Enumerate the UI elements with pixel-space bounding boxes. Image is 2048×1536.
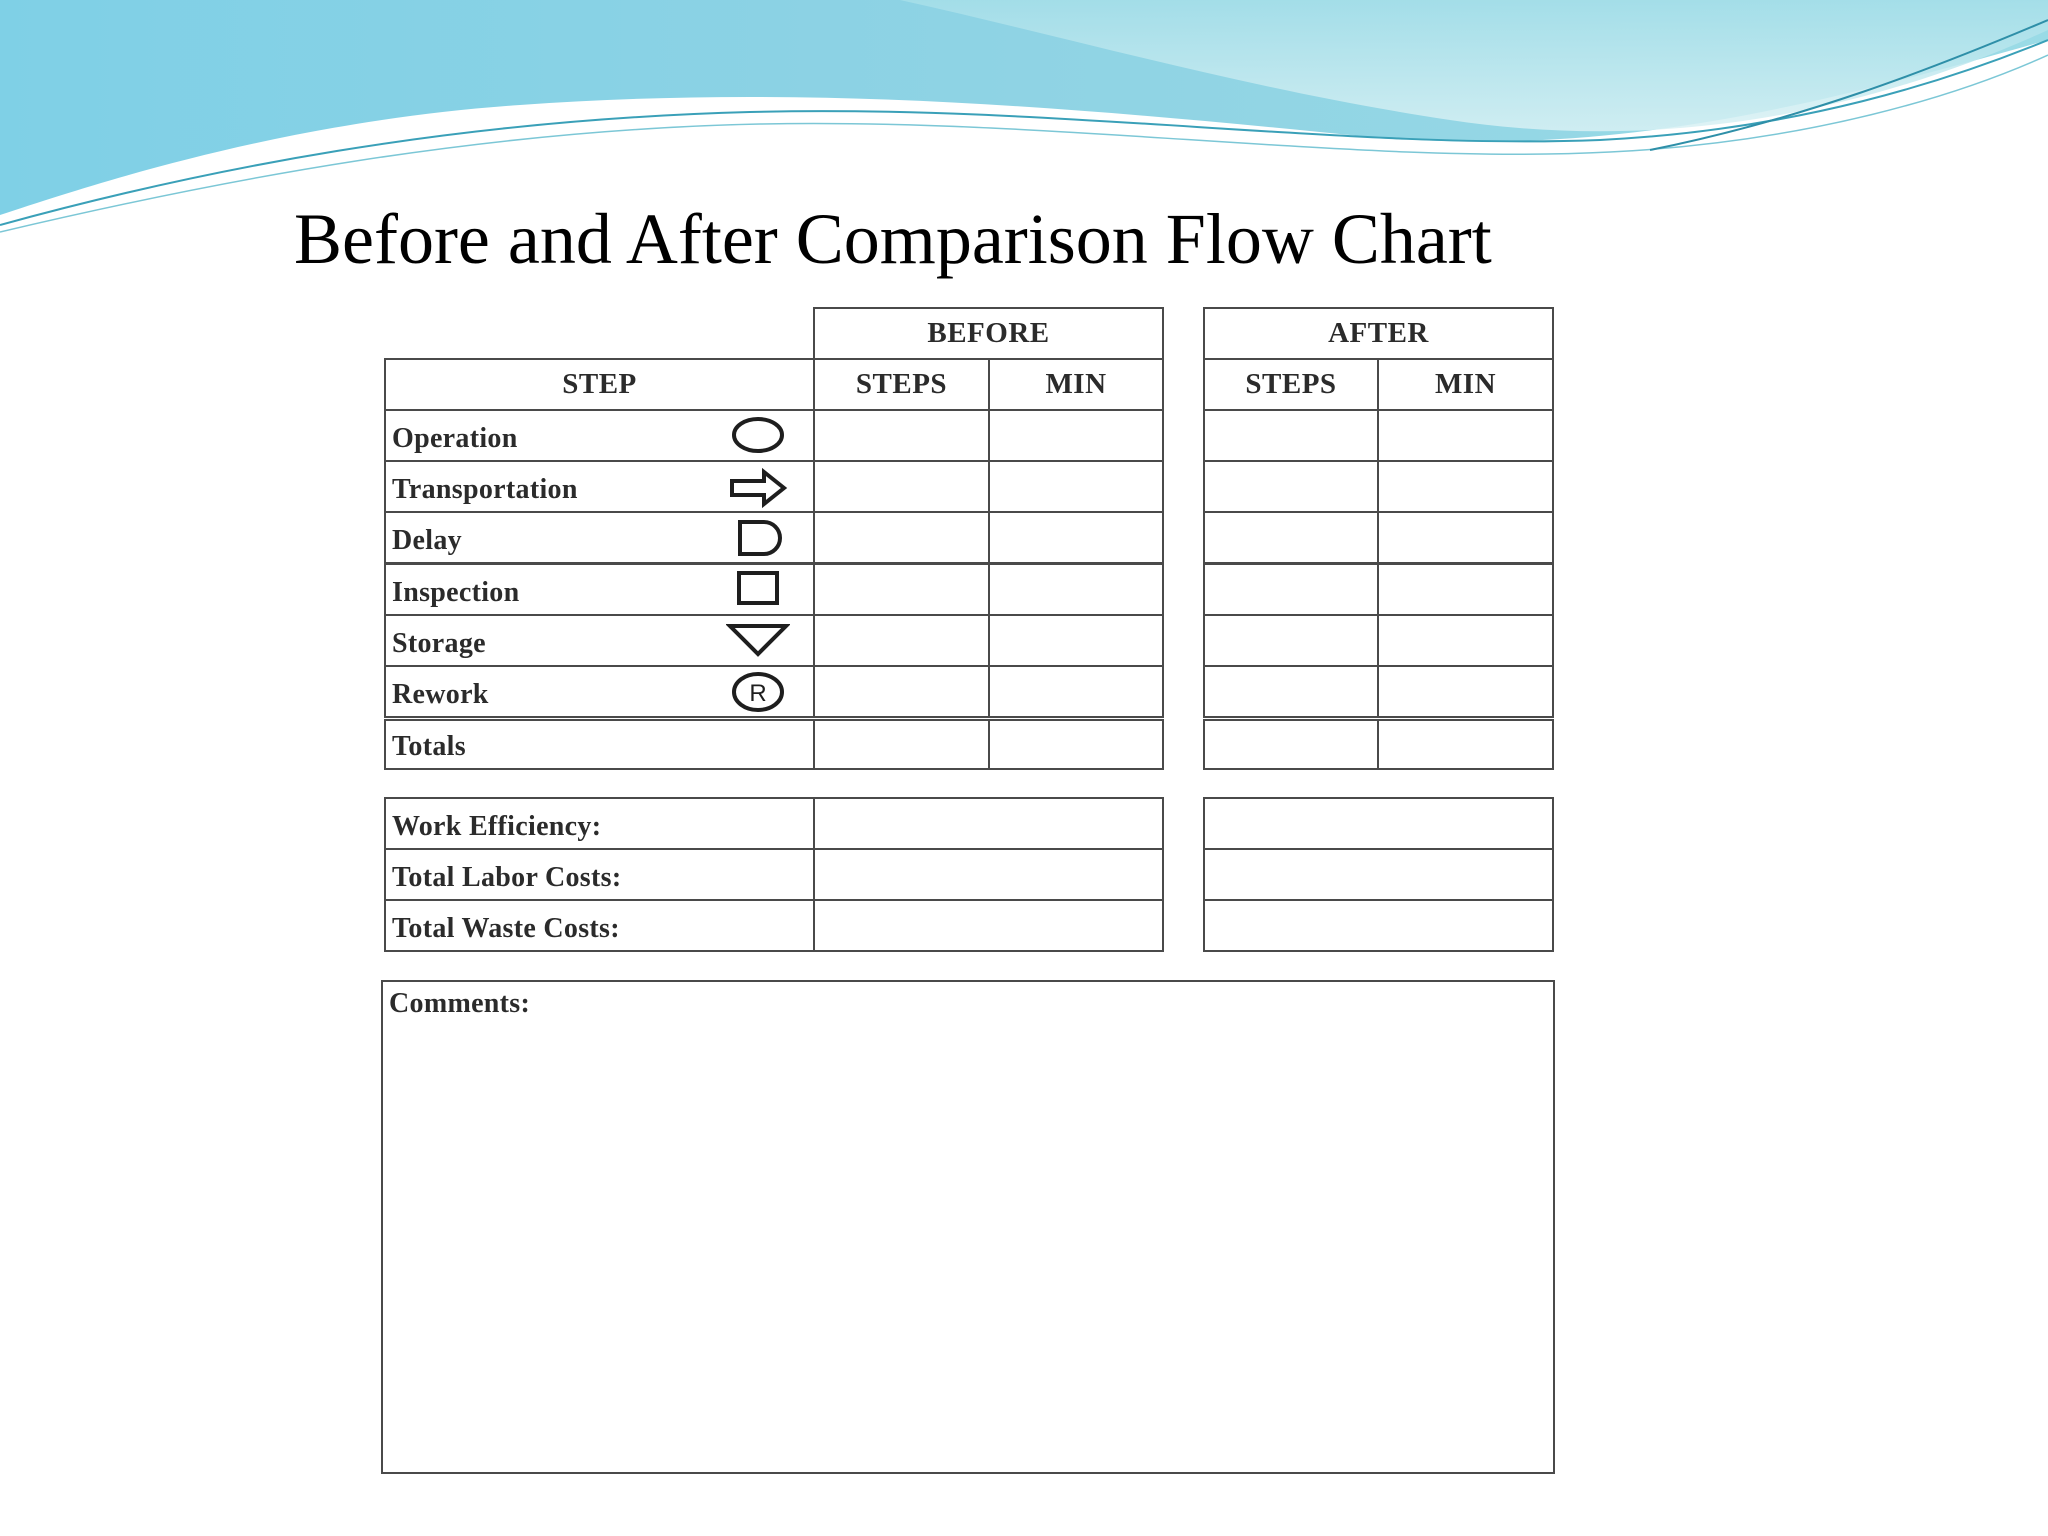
before-min-cell[interactable]	[988, 409, 1164, 462]
before-min-header: MIN	[988, 358, 1164, 411]
before-metric-cell[interactable]	[813, 899, 1164, 952]
before-steps-header: STEPS	[813, 358, 990, 411]
before-min-cell[interactable]	[988, 460, 1164, 513]
arrow-right-icon	[726, 466, 790, 510]
after-steps-total-cell[interactable]	[1203, 719, 1379, 770]
comments-label: Comments:	[389, 988, 531, 1019]
after-metric-cell[interactable]	[1203, 848, 1554, 901]
after-min-cell[interactable]	[1377, 614, 1554, 667]
after-min-cell[interactable]	[1377, 511, 1554, 564]
totals-row	[384, 719, 815, 770]
before-steps-cell[interactable]	[813, 409, 990, 462]
triangle-down-icon	[726, 618, 790, 662]
after-steps-header: STEPS	[1203, 358, 1379, 411]
after-steps-cell[interactable]	[1203, 511, 1379, 564]
step-label: Delay	[392, 525, 462, 556]
before-steps-cell[interactable]	[813, 460, 990, 513]
after-steps-cell[interactable]	[1203, 563, 1379, 616]
after-steps-cell[interactable]	[1203, 409, 1379, 462]
before-steps-cell[interactable]	[813, 563, 990, 616]
after-min-total-cell[interactable]	[1377, 719, 1554, 770]
metric-row-total-waste-costs	[384, 899, 815, 952]
totals-label: Totals	[392, 731, 466, 762]
after-min-cell[interactable]	[1377, 563, 1554, 616]
rework-symbol-text: R	[749, 680, 767, 707]
step-label: Operation	[392, 423, 518, 454]
after-metric-cell[interactable]	[1203, 899, 1554, 952]
step-label: Storage	[392, 628, 486, 659]
before-metric-cell[interactable]	[813, 848, 1164, 901]
before-steps-cell[interactable]	[813, 665, 990, 718]
step-label: Transportation	[392, 474, 578, 505]
before-steps-cell[interactable]	[813, 511, 990, 564]
step-header: STEP	[384, 358, 815, 411]
before-min-cell[interactable]	[988, 614, 1164, 667]
square-icon	[726, 567, 790, 611]
after-min-cell[interactable]	[1377, 409, 1554, 462]
comments-box[interactable]	[381, 980, 1555, 1474]
metric-label: Total Waste Costs:	[392, 913, 620, 944]
before-min-cell[interactable]	[988, 511, 1164, 564]
after-steps-cell[interactable]	[1203, 460, 1379, 513]
after-min-cell[interactable]	[1377, 460, 1554, 513]
before-metric-cell[interactable]	[813, 797, 1164, 850]
after-metric-cell[interactable]	[1203, 797, 1554, 850]
before-min-cell[interactable]	[988, 563, 1164, 616]
metric-row-total-labor-costs	[384, 848, 815, 901]
page-title: Before and After Comparison Flow Chart	[294, 199, 1492, 279]
after-header: AFTER	[1203, 307, 1554, 360]
circle-r-icon	[726, 670, 790, 714]
circle-icon	[726, 414, 790, 458]
after-steps-cell[interactable]	[1203, 665, 1379, 718]
metric-row-work-efficiency	[384, 797, 815, 850]
before-steps-total-cell[interactable]	[813, 719, 990, 770]
after-steps-cell[interactable]	[1203, 614, 1379, 667]
before-steps-cell[interactable]	[813, 614, 990, 667]
step-label: Rework	[392, 679, 489, 710]
step-label: Inspection	[392, 577, 520, 608]
after-min-header: MIN	[1377, 358, 1554, 411]
before-header: BEFORE	[813, 307, 1164, 360]
before-min-total-cell[interactable]	[988, 719, 1164, 770]
before-min-cell[interactable]	[988, 665, 1164, 718]
d-shape-icon	[726, 516, 790, 560]
metric-label: Total Labor Costs:	[392, 862, 622, 893]
after-min-cell[interactable]	[1377, 665, 1554, 718]
metric-label: Work Efficiency:	[392, 811, 602, 842]
